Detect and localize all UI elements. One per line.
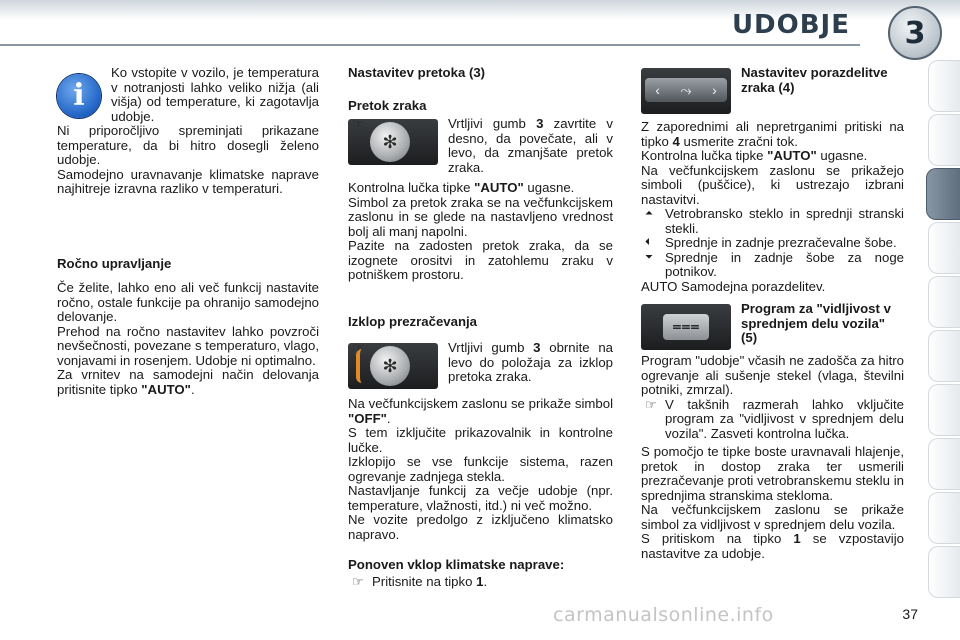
- paragraph: Če želite, lahko eno ali več funkcij nastavite ročno, ostale funkcije pa ohranijo samodejno delovanje.: [57, 280, 319, 324]
- pointing-hand-icon: ☞: [645, 396, 657, 412]
- bullet-instruction: ☞ Vrtljivi gumb 3 obrnite na levo do položaja za izklop pretoka zraka.: [352, 340, 613, 384]
- arrow-left-icon: ⏴: [645, 237, 650, 248]
- column-middle: [348, 66, 613, 589]
- paragraph: S pritiskom na tipko 1 se vzpostavijo nastavitve za udobje.: [641, 531, 905, 561]
- paragraph: Nastavljanje funkcij za večje udobje (npr. temperature, vlažnosti, itd.) ni več možno.: [348, 483, 613, 513]
- section-heading-visibility: Program za "vidljivost v sprednjem delu vozila" (5): [741, 301, 891, 345]
- chapter-tab[interactable]: [928, 546, 960, 598]
- paragraph: Na večfunkcijskem zaslonu se prikaže simbol za vidljivost v sprednjem delu vozila.: [641, 502, 904, 532]
- fan-icon: ✻: [370, 346, 410, 386]
- section-heading-reset: Ponoven vklop klimatske naprave:: [348, 557, 565, 572]
- paragraph: Kontrolna lučka tipke "AUTO" ugasne.: [348, 180, 575, 195]
- column-left: [57, 66, 319, 397]
- paragraph: S pomočjo te tipke boste uravnavali hlajenje, pretok in dostop zraka ter usmerili prezračevanje proti vetrobranskemu steklu in sprednjima stranskima stekloma.: [641, 444, 904, 503]
- paragraph: Kontrolna lučka tipke "AUTO" ugasne.: [641, 148, 868, 163]
- watermark: carmanualsonline.info: [553, 604, 774, 626]
- info-icon: i: [57, 74, 101, 118]
- chapter-tab-active[interactable]: [926, 168, 960, 220]
- header-rule: [0, 44, 860, 46]
- section-heading-manual: Ročno upravljanje: [57, 255, 172, 271]
- paragraph: Na večfunkcijskem zaslonu se prikažejo simboli (puščice), ki ustrezajo izbrani nastavitvi.: [641, 162, 904, 207]
- pointing-hand-icon: ☞: [352, 573, 364, 589]
- paragraph: Program "udobje" včasih ne zadošča za hitro ogrevanje ali sušenje stekel (vlaga, številni potniki, zmrzal).: [641, 353, 904, 397]
- chapter-tab[interactable]: [928, 222, 960, 274]
- paragraph: AUTO Samodejna porazdelitev.: [641, 278, 826, 294]
- air-distribution-buttons-photo: [641, 68, 731, 114]
- windscreen-defrost-icon: ⩶: [663, 314, 709, 340]
- distribution-button-strip: ‹ ⤳ ›: [645, 78, 727, 102]
- paragraph: Ni priporočljivo spreminjati prikazane temperature, da bi hitro dosegli želeno udobje.: [57, 123, 319, 167]
- fan-icon: ✻: [370, 122, 410, 162]
- section-heading-flow: Nastavitev pretoka (3): [348, 65, 486, 80]
- section-heading-distribution: Nastavitev porazdelitve zraka (4): [741, 65, 888, 95]
- paragraph: Na večfunkcijskem zaslonu se prikaže simbol "OFF".: [348, 396, 613, 426]
- subheading-airflow: Pretok zraka: [348, 97, 427, 113]
- arrow-up-icon: ⏶: [645, 208, 653, 219]
- paragraph: Izklopijo se vse funkcije sistema, razen ogrevanje zadnjega stekla.: [348, 454, 613, 484]
- paragraph: Pazite na zadosten pretok zraka, da se izognete orositvi in zatohlemu zraku v potniškem prostoru.: [348, 238, 613, 282]
- section-heading-off: Izklop prezračevanja: [348, 313, 478, 329]
- arrow-down-icon: ⏷: [645, 251, 653, 263]
- paragraph: Samodejno uravnavanje klimatske naprave najhitreje izravna razliko v temperaturi.: [57, 166, 319, 196]
- column-right: [641, 66, 904, 561]
- chapter-tab[interactable]: [928, 384, 960, 436]
- distribution-option: ⏴ Sprednje in zadnje prezračevalne šobe.: [645, 235, 897, 250]
- paragraph: Z zaporednimi ali nepretrganimi pritiski na tipko 4 usmerite zračni tok.: [641, 119, 904, 149]
- chapter-tab[interactable]: [928, 114, 960, 166]
- chapter-tab[interactable]: [928, 438, 960, 490]
- distribution-option: ⏶ Vetrobransko steklo in sprednji stranski stekli.: [645, 206, 904, 236]
- chapter-tabs: [928, 60, 960, 620]
- distribution-option: ⏷ Sprednje in zadnje šobe za noge potnikov.: [645, 249, 904, 279]
- page-number: 37: [902, 606, 918, 622]
- chapter-tab[interactable]: [928, 60, 960, 112]
- page-title: UDOBJE: [731, 10, 850, 40]
- pointing-hand-icon: ☞: [352, 116, 364, 131]
- paragraph: Za vrnitev na samodejni način delovanja pritisnite tipko "AUTO".: [57, 367, 319, 397]
- chapter-tab[interactable]: [928, 276, 960, 328]
- paragraph: Ne vozite predolgo z izključeno klimatsko napravo.: [348, 512, 613, 542]
- bullet-instruction: ☞ Vrtljivi gumb 3 zavrtite v desno, da povečate, ali v levo, da zmanjšate pretok zraka.: [352, 116, 613, 175]
- info-note: Ko vstopite v vozilo, je temperatura v notranjosti lahko veliko nižja (ali višja) od temperature, ki zagotavlja udobje.: [111, 65, 319, 124]
- paragraph: Simbol za pretok zraka se na večfunkcijskem zaslonu in se glede na nastavljeno vrednost bolj ali manj napolni.: [348, 194, 613, 239]
- visibility-button-photo: [641, 304, 731, 350]
- bullet-instruction: ☞ Pritisnite na tipko 1.: [352, 573, 488, 589]
- chapter-tab[interactable]: [928, 330, 960, 382]
- chapter-number-badge: 3: [888, 6, 942, 60]
- pointing-hand-icon: ☞: [352, 340, 364, 355]
- bullet-instruction: ☞ V takšnih razmerah lahko vključite program za "vidljivost v sprednjem delu vozila". Zasveti kontrolna lučka.: [645, 396, 904, 441]
- paragraph: S tem izključite prikazovalnik in kontrolne lučke.: [348, 425, 613, 455]
- chapter-tab[interactable]: [928, 492, 960, 544]
- paragraph: Prehod na ročno nastavitev lahko povzroči nevšečnosti, povezane s temperaturo, vlago, vonjavami in rosenjem. Udobje ni optimalno.: [57, 323, 319, 368]
